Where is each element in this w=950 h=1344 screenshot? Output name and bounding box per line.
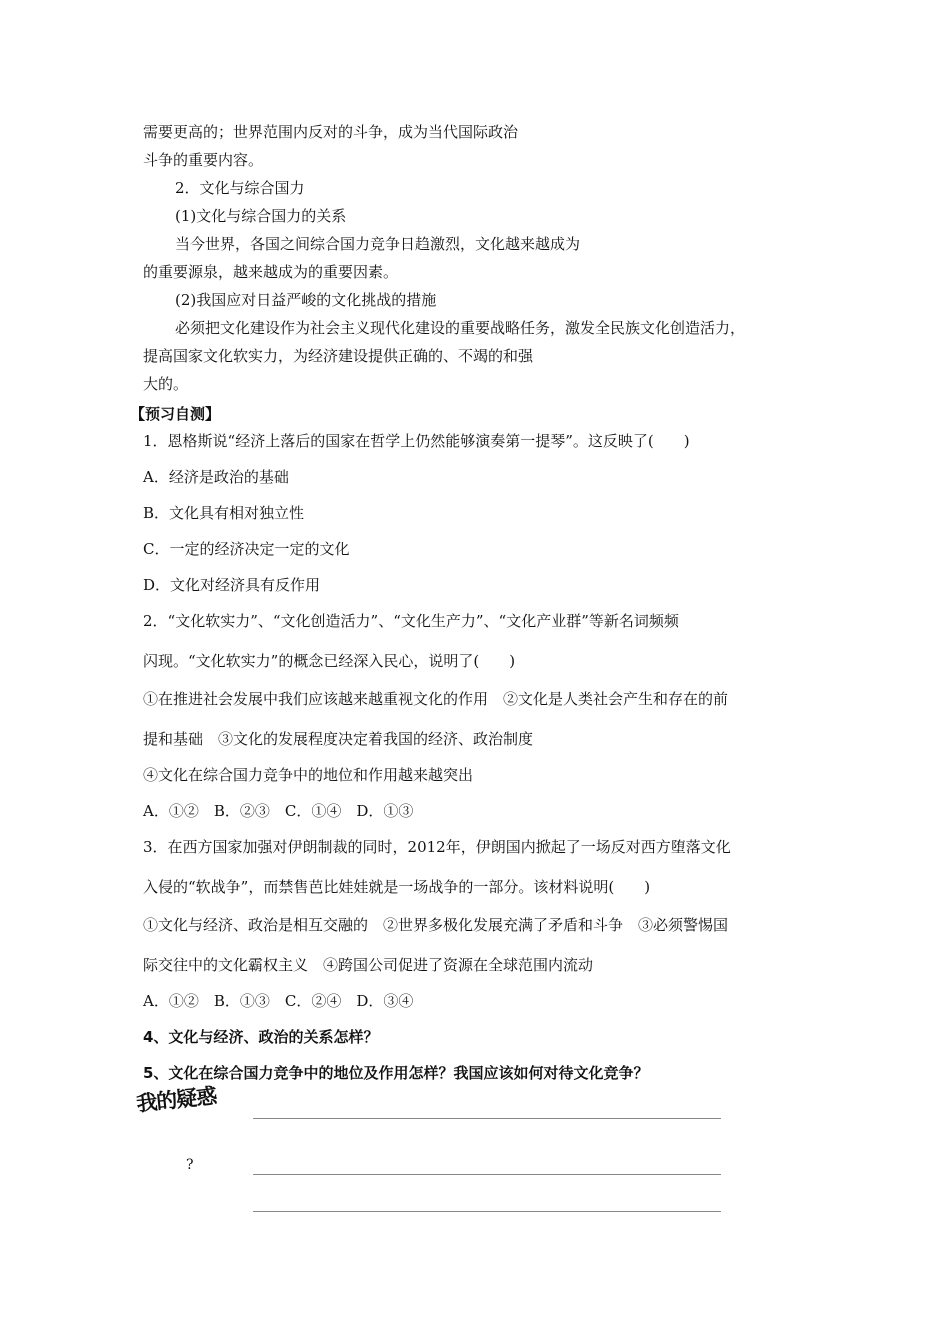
q3-line-1: 3．在西方国家加强对伊朗制裁的同时，2012年，伊朗国内掀起了一场反对西方堕落文化: [143, 838, 731, 856]
para-4: [143, 373, 188, 395]
q1-option-c[interactable]: C．一定的经济决定一定的文化: [143, 540, 350, 558]
answer-rule-2[interactable]: [253, 1174, 721, 1175]
q3-line-3: ①文化与经济、政治是相互交融的 ②世界多极化发展充满了矛盾和斗争 ③必须警惕国: [143, 916, 729, 934]
q1-option-a[interactable]: A．经济是政治的基础: [143, 468, 289, 486]
para-3: [143, 345, 533, 367]
q4: 4、文化与经济、政治的关系怎样？: [143, 1028, 379, 1046]
para-1-line-1: [175, 233, 580, 255]
q2-line-5: ④文化在综合国力竞争中的地位和作用越来越突出: [143, 766, 474, 784]
q1-option-b[interactable]: B．文化具有相对独立性: [143, 504, 305, 522]
doubt-title: 我的疑惑: [135, 1083, 218, 1117]
answer-rule-1[interactable]: [253, 1118, 721, 1119]
sub-heading-1: (1)文化与综合国力的关系: [175, 207, 347, 225]
q1-stem: 1．恩格斯说“经济上落后的国家在哲学上仍然能够演奏第一提琴”。这反映了( ): [143, 432, 690, 450]
q2-line-2: 闪现。“文化软实力”的概念已经深入民心，说明了( ): [143, 652, 516, 670]
text: 的斗争，成为当代国际政治: [338, 123, 519, 141]
q5: 5、文化在综合国力竞争中的地位及作用怎样？我国应该如何对待文化竞争？: [143, 1064, 649, 1082]
text: 的重要因素。: [308, 263, 399, 281]
question-mark: ?: [186, 1157, 194, 1173]
fill-line-2: 斗争的重要内容。: [143, 151, 264, 169]
answer-rule-3[interactable]: [253, 1211, 721, 1212]
sub-heading-2: (2)我国应对日益严峻的文化挑战的措施: [175, 291, 437, 309]
text: 当今世界，各国之间综合国力竞争日趋激烈，文化越来越成为: [175, 235, 581, 253]
text: 大的: [143, 375, 174, 393]
para-1-line-2: [143, 261, 398, 283]
text: 和强: [503, 347, 534, 365]
q1-option-d[interactable]: D．文化对经济具有反作用: [143, 576, 321, 594]
q2-line-1: 2．“文化软实力”、“文化创造活力”、“文化生产力”、“文化产业群”等新名词频频: [143, 612, 679, 630]
fill-line-1: [143, 121, 518, 143]
q2-options[interactable]: A．①② B．②③ C．①④ D．①③: [143, 802, 414, 820]
q2-line-4: 提和基础 ③文化的发展程度决定着我国的经济、政治制度: [143, 730, 534, 748]
text: 需要更高的: [143, 123, 219, 141]
text: 的重要源泉，越来越成为: [143, 263, 309, 281]
q3-line-2: 入侵的“软战争”，而禁售芭比娃娃就是一场战争的一部分。该材料说明( ): [143, 878, 651, 896]
q3-line-4: 际交往中的文化霸权主义 ④跨国公司促进了资源在全球范围内流动: [143, 956, 594, 974]
section-heading: 2．文化与综合国力: [175, 179, 305, 197]
text: 。: [173, 375, 189, 393]
text: ；世界范围内反对: [218, 123, 339, 141]
q2-line-3: ①在推进社会发展中我们应该越来越重视文化的作用 ②文化是人类社会产生和存在的前: [143, 690, 729, 708]
q3-options[interactable]: A．①② B．①③ C．②④ D．③④: [143, 992, 414, 1010]
text: 提高国家文化软实力，为经济建设提供正确的: [143, 347, 444, 365]
preview-title: 【预习自测】: [130, 405, 221, 423]
para-2: 必须把文化建设作为社会主义现代化建设的重要战略任务，激发全民族文化创造活力，: [175, 319, 746, 337]
text: 、不竭的: [443, 347, 504, 365]
